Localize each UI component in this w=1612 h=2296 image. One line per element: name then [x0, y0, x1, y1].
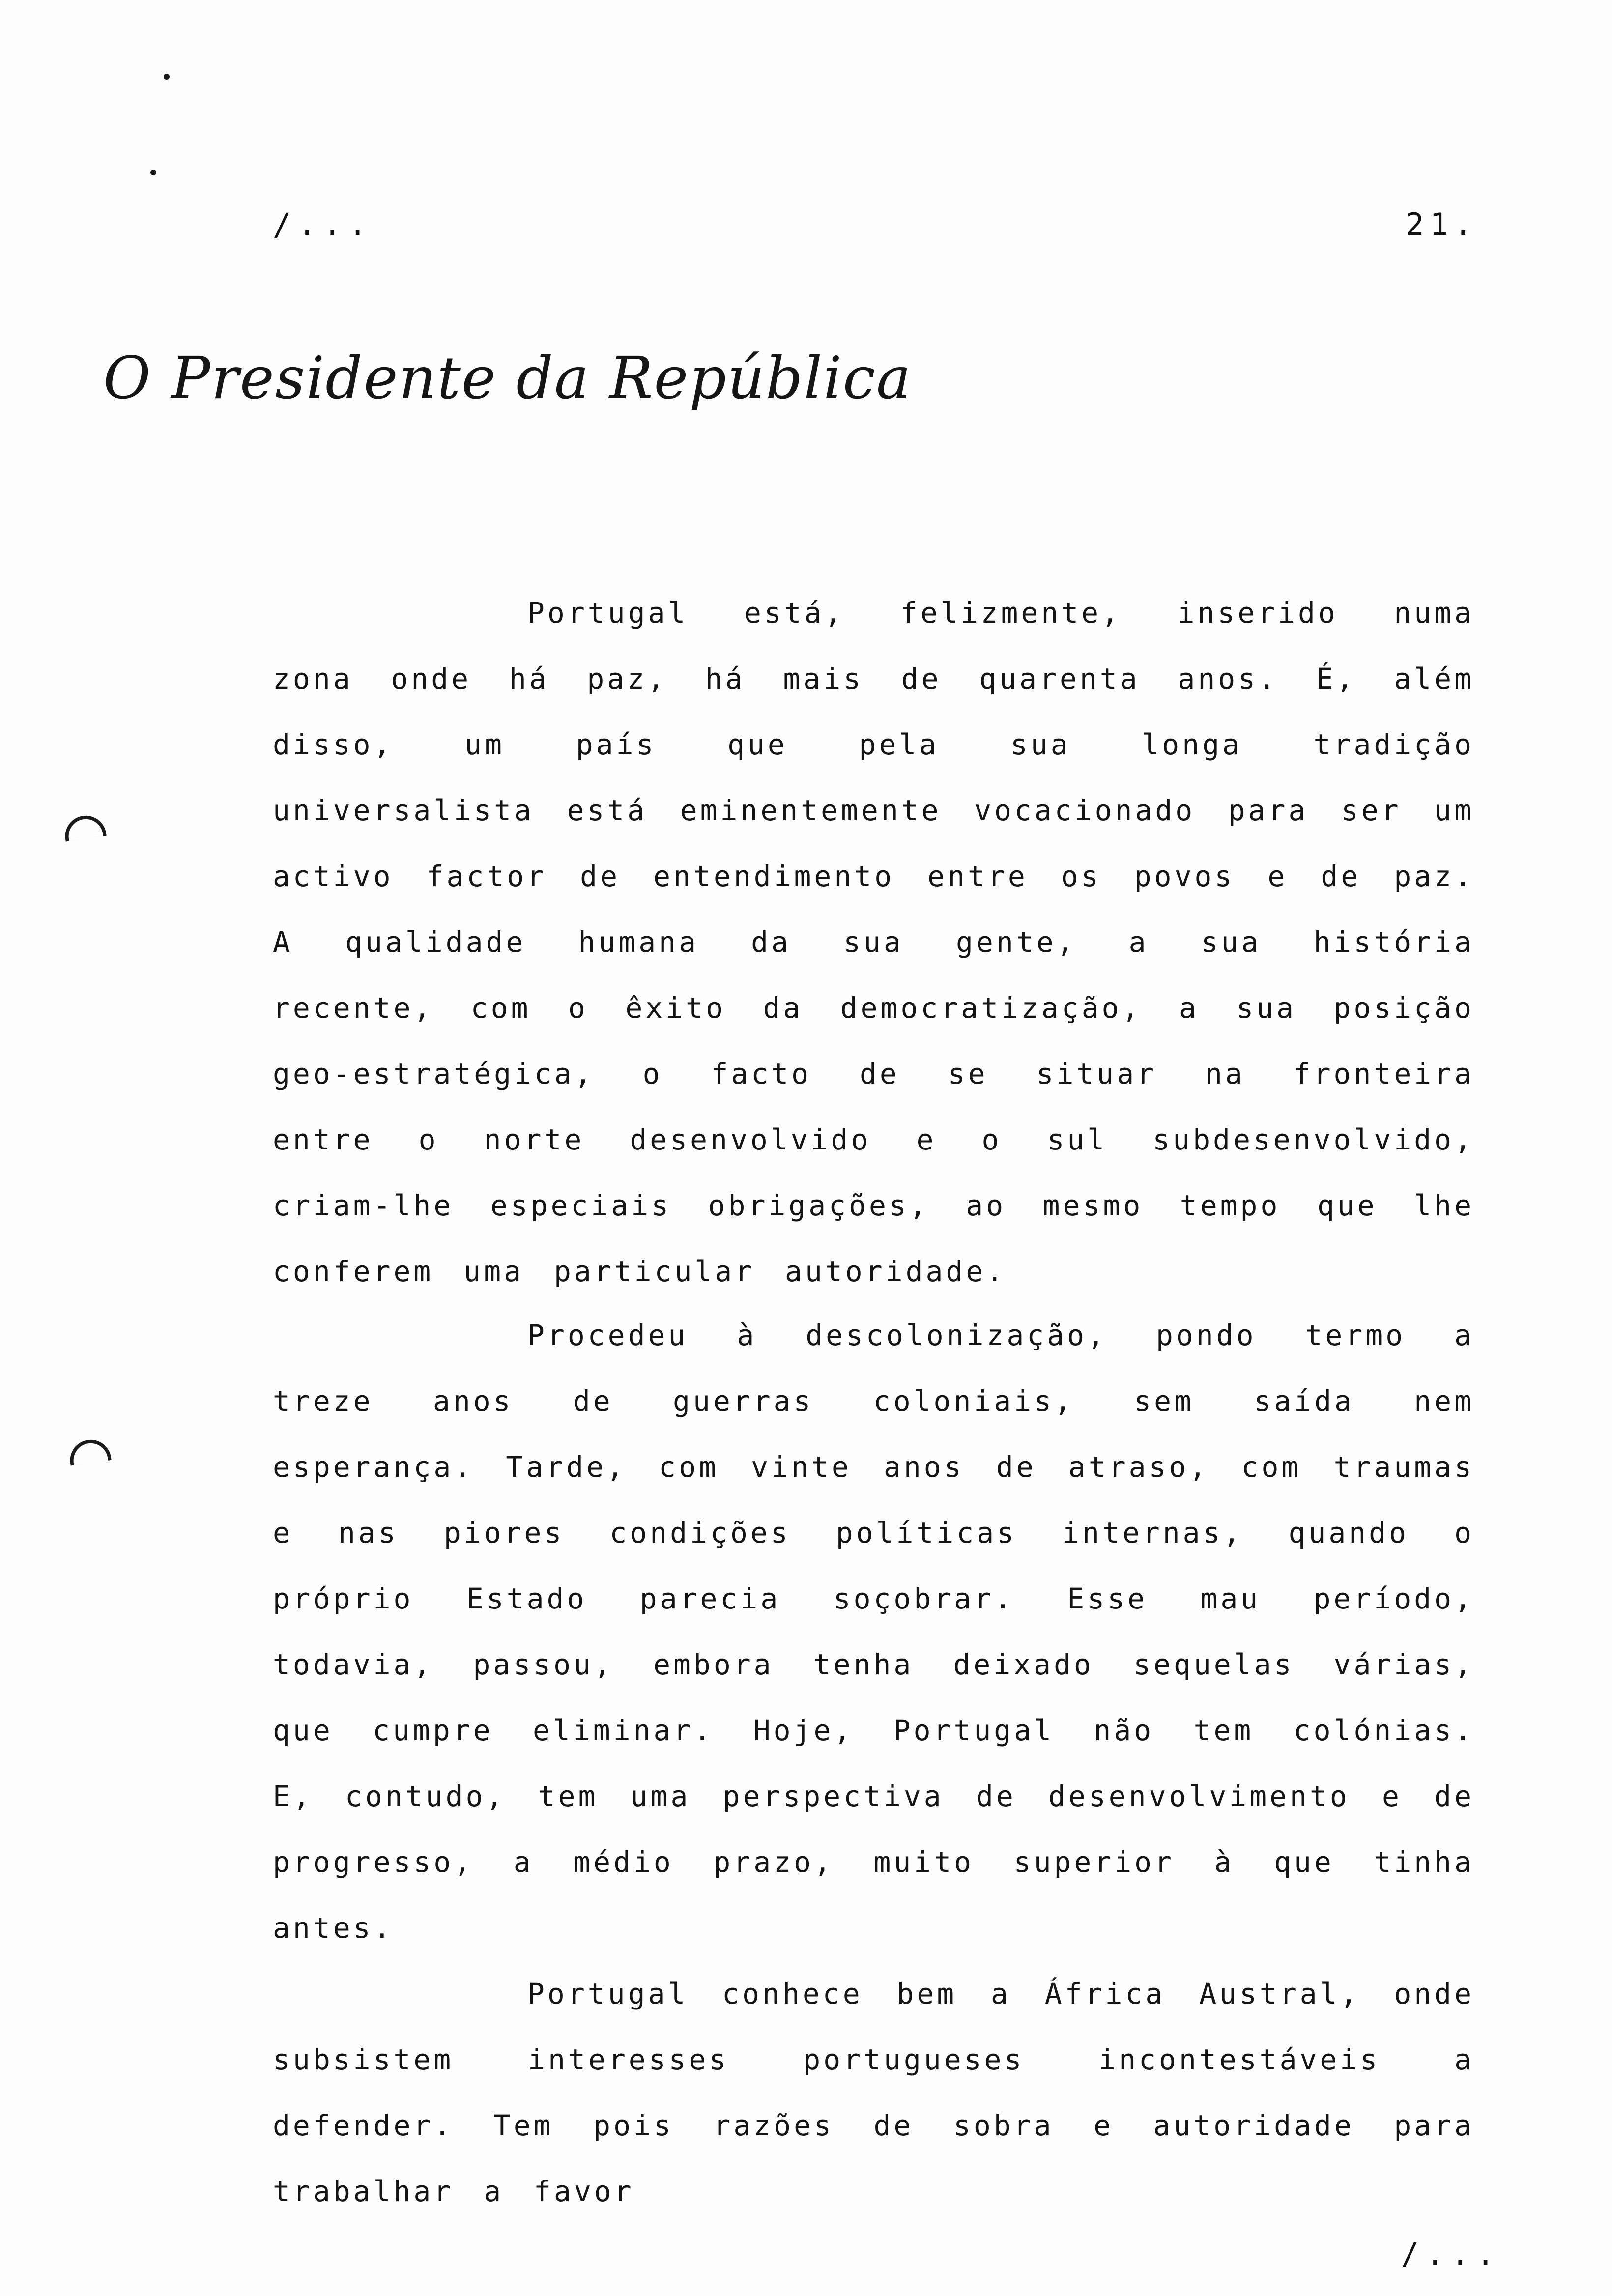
- continuation-mark-top: /...: [273, 206, 374, 242]
- scan-speck: [150, 170, 156, 175]
- paragraph-text: Procedeu à descolonização, pondo termo a treze anos de guerras coloniais, sem saída nem esperança. Tarde, com vinte anos de atraso, com traumas e nas piores condições políticas internas, quando o próprio Estado parecia soçobrar. Esse mau período, todavia, passou, embora tenha deixado sequelas várias, que cumpre eliminar. Hoje, Portugal não tem colónias. E, contudo, tem uma perspectiva de desenvolvimento e de progresso, a médio prazo, muito superior à que tinha antes.: [273, 1319, 1474, 1945]
- page-number: 21.: [1406, 206, 1478, 242]
- continuation-mark-bottom: /...: [1401, 2236, 1502, 2272]
- punch-hole-mark: [67, 1437, 112, 1465]
- paragraph-text: Portugal conhece bem a África Austral, onde subsistem interesses portugueses incontestáveis a defender. Tem pois razões de sobra e autoridade para trabalhar a favor: [273, 1977, 1474, 2208]
- body-paragraph: [273, 1302, 1474, 1961]
- scan-speck: [164, 74, 170, 80]
- punch-hole-mark: [62, 813, 107, 841]
- paragraph-text: Portugal está, felizmente, inserido numa zona onde há paz, há mais de quarenta anos. É, além disso, um país que pela sua longa tradição universalista está eminentemente vocacionado para ser um activo factor de entendimento entre os povos e de paz. A qualidade humana da sua gente, a sua história recente, com o êxito da democratização, a sua posição geo-estratégica, o facto de se situar na fronteira entre o norte desenvolvido e o sul subdesenvolvido, criam-lhe especiais obrigações, ao mesmo tempo que lhe conferem uma particular autoridade.: [273, 596, 1474, 1288]
- body-paragraph: [273, 580, 1474, 1304]
- letterhead-title: O Presidente da República: [103, 344, 912, 412]
- body-paragraph: [273, 1961, 1474, 2224]
